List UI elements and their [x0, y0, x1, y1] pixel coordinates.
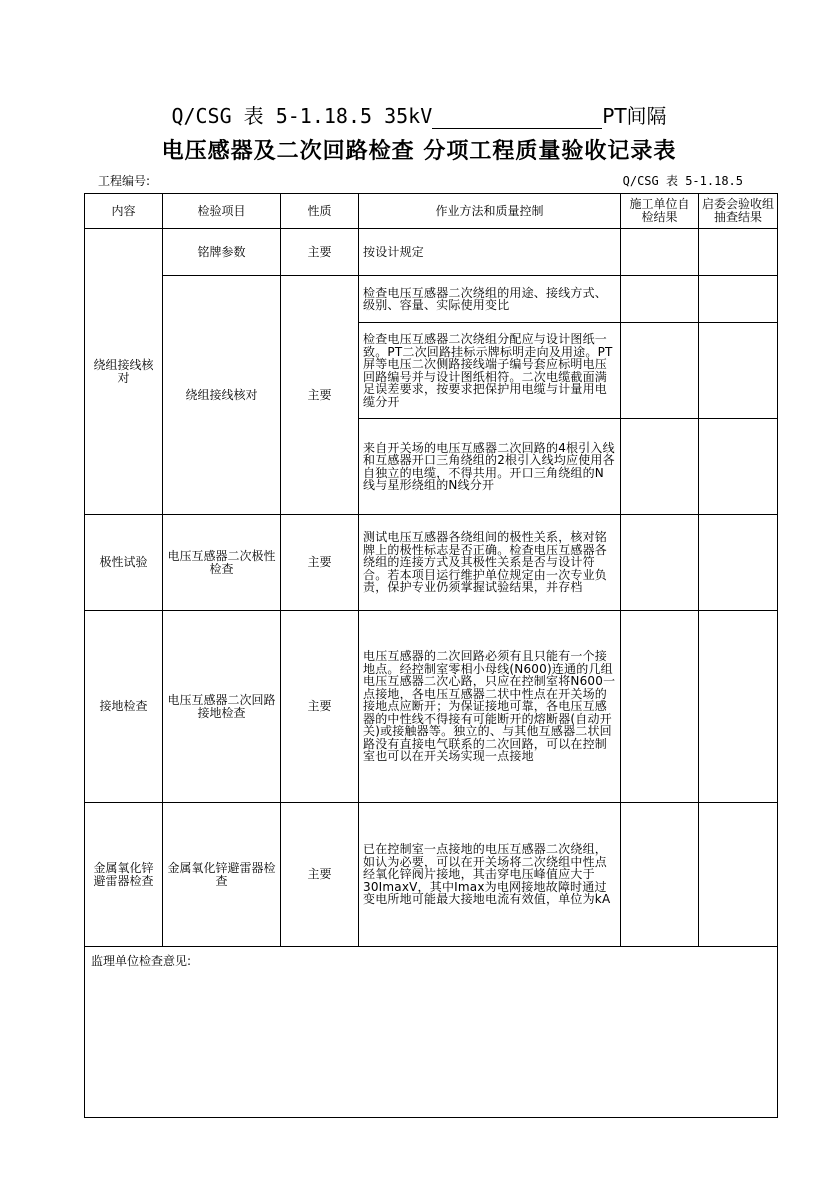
self-check-result[interactable]: [621, 323, 699, 419]
title-suffix: PT间隔: [602, 104, 667, 128]
method-cell: 按设计规定: [359, 229, 621, 276]
self-check-result[interactable]: [621, 419, 699, 515]
table-row: [85, 229, 778, 276]
nature-cell: 主要: [281, 611, 359, 803]
header-row: [85, 194, 778, 229]
form-code: Q/CSG 表 5-1.18.5: [622, 174, 743, 188]
method-cell: 测试电压互感器各绕组间的极性关系，核对铭牌上的极性标志是否正确。检查电压互感器各绕组的连接方式及其极性关系是否与设计符合。若本项目运行维护单位规定由一次专业负责，保护专业仍须掌握试验结果，并存档: [359, 515, 621, 611]
method-cell: 检查电压互感器二次绕组分配应与设计图纸一致。PT二次回路挂标示牌标明走向及用途。PT屏等电压二次侧路接线端子编号套应标明电压回路编号并与设计图纸相符。二次电缆截面满足误差要求，按要求把保护用电缆与计量用电缆分开: [359, 323, 621, 419]
nature-cell: 主要: [281, 515, 359, 611]
project-no-label: 工程编号:: [98, 174, 151, 188]
committee-check-result[interactable]: [699, 611, 778, 803]
bay-name-blank[interactable]: [432, 106, 602, 129]
method-cell: 电压互感器的二次回路必须有且只能有一个接地点。经控制室零相小母线(N600)连通的几组电压互感器二次心路，只应在控制室将N600一点接地，各电压互感器二状中性点在开关场的接地点应断开；为保证接地可靠，各电压互感器的中性线不得接有可能断开的熔断器(自动开关)或接触器等。独立的、与其他互感器二状回路没有直接电气联系的二次回路，可以在控制室也可以在开关场实现一点接地: [359, 611, 621, 803]
item-cell: 铭牌参数: [163, 229, 281, 276]
committee-check-result[interactable]: [699, 803, 778, 947]
title-prefix: Q/CSG 表 5-1.18.5 35kV: [171, 104, 433, 128]
committee-check-result[interactable]: [699, 515, 778, 611]
content-cell: 金属氧化锌避雷器检查: [85, 803, 163, 947]
self-check-result[interactable]: [621, 515, 699, 611]
header-nature: 性质: [281, 194, 359, 229]
table-row: [85, 276, 778, 323]
supervisor-opinion-field[interactable]: [85, 947, 778, 1118]
self-check-result[interactable]: [621, 229, 699, 276]
form-title-line2: 电压感器及二次回路检查 分项工程质量验收记录表: [161, 139, 677, 164]
method-cell: 检查电压互感器二次绕组的用途、接线方式、级别、容量、实际使用变比: [359, 276, 621, 323]
inspection-table: [84, 193, 778, 1118]
header-committee-check: 启委会验收组抽查结果: [699, 194, 778, 229]
nature-cell: 主要: [281, 229, 359, 276]
nature-cell: 主要: [281, 803, 359, 947]
item-cell: 电压互感器二次回路接地检查: [163, 611, 281, 803]
self-check-result[interactable]: [621, 611, 699, 803]
header-content: 内容: [85, 194, 163, 229]
table-row: [85, 611, 778, 803]
content-cell: 接地检查: [85, 611, 163, 803]
self-check-result[interactable]: [621, 276, 699, 323]
nature-cell: 主要: [281, 276, 359, 515]
header-self-check: 施工单位自检结果: [621, 194, 699, 229]
committee-check-result[interactable]: [699, 276, 778, 323]
header-item: 检验项目: [163, 194, 281, 229]
self-check-result[interactable]: [621, 803, 699, 947]
table-row: [85, 515, 778, 611]
item-cell: 绕组接线核对: [163, 276, 281, 515]
method-cell: 已在控制室一点接地的电压互感器二次绕组，如认为必要，可以在开关场将二次绕组中性点经氧化锌阀片接地，其击穿电压峰值应大于30ImaxV，其中Imax为电网接地故障时通过变电所地可能最大接地电流有效值，单位为kA: [359, 803, 621, 947]
committee-check-result[interactable]: [699, 419, 778, 515]
form-title-line1: [0, 100, 838, 129]
committee-check-result[interactable]: [699, 323, 778, 419]
supervisor-opinion-label: 监理单位检查意见:: [91, 954, 192, 968]
content-cell: 极性试验: [85, 515, 163, 611]
header-method: 作业方法和质量控制: [359, 194, 621, 229]
method-cell: 来自开关场的电压互感器二次回路的4根引入线和互感器开口三角绕组的2根引入线均应使用各自独立的电缆，不得共用。开口三角绕组的N线与星形绕组的N线分开: [359, 419, 621, 515]
item-cell: 金属氧化锌避雷器检查: [163, 803, 281, 947]
committee-check-result[interactable]: [699, 229, 778, 276]
supervisor-opinion-row: [85, 947, 778, 1118]
item-cell: 电压互感器二次极性检查: [163, 515, 281, 611]
table-row: [85, 803, 778, 947]
content-cell: 绕组接线核对: [85, 229, 163, 515]
